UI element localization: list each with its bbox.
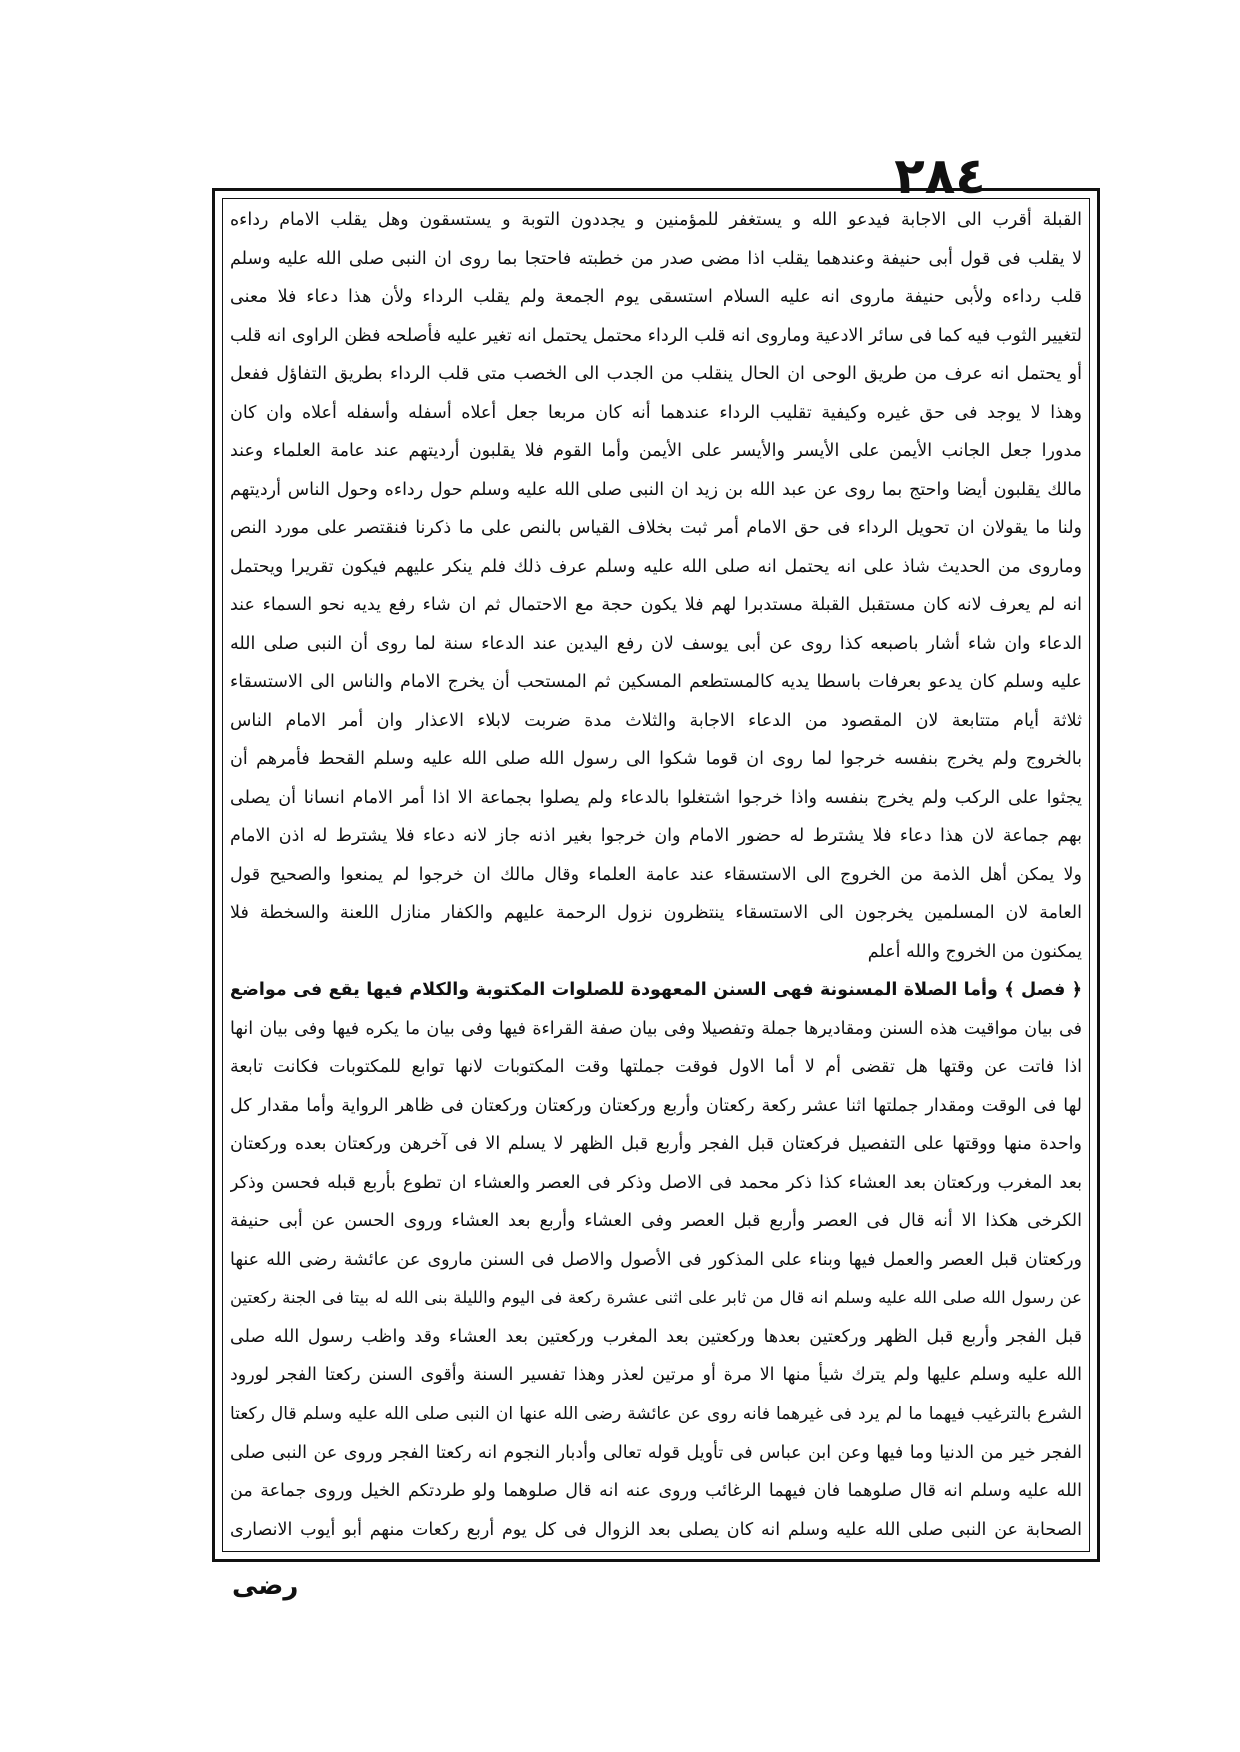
catchword: رضى xyxy=(232,1571,299,1601)
text-line: عن رسول الله صلى الله عليه وسلم انه قال من ثابر على اثنى عشرة ركعة فى اليوم والليلة بنى الله له بيتا فى الجنة ركعتين xyxy=(230,1288,1082,1308)
text-line: الكرخى هكذا الا أنه قال فى العصر وأربع قبل العصر وفى العشاء وأربع بعد العشاء وروى الحسن عن أبى حنيفة xyxy=(230,1211,1082,1232)
text-line: لها فى الوقت ومقدار جملتها اثنا عشر ركعة ركعتان وأربع وركعتان وركعتان وركعتان فى ظاهر الرواية وأما مقدار كل xyxy=(230,1095,1082,1116)
text-line: قبل الفجر وأربع قبل الظهر وركعتين بعدها وركعتين بعد المغرب وركعتين بعد العشاء وقد واظب رسول الله صلى xyxy=(230,1326,1082,1347)
text-line: اذا فاتت عن وقتها هل تقضى أم لا أما الاول فوقت جملتها وقت المكتوبات لانها توابع للمكتوبات فكانت تابعة xyxy=(230,1057,1082,1078)
text-line: يجثوا على الركب ولم يخرج بنفسه واذا خرجوا اشتغلوا بالدعاء ولم يصلوا بجماعة الا اذا أمر الامام انسانا أن يصلى xyxy=(230,787,1082,808)
text-line: وركعتان قبل العصر والعمل فيها وبناء على المذكور فى الأصول والاصل فى السنن ماروى عن عائشة رضى الله عنها xyxy=(230,1249,1082,1270)
text-line: الشرع بالترغيب فيهما ما لم يرد فى غيرهما فانه روى عن عائشة رضى الله عنها ان النبى صلى الله عليه وسلم قال ركعتا xyxy=(230,1403,1082,1424)
text-line: ثلاثة أيام متتابعة لان المقصود من الدعاء الاجابة والثلاث مدة ضربت لابلاء الاعذار وان أمر الامام الناس xyxy=(230,710,1082,731)
text-line: الله عليه وسلم انه قال صلوهما فان فيهما الرغائب وروى عنه انه قال صلوهما ولو طردتكم الخيل وروى جماعة من xyxy=(230,1481,1082,1502)
page-number: ٢٨٤ xyxy=(894,147,986,205)
text-line: لتغيير الثوب فيه كما فى سائر الادعية وماروى انه قلب الرداء محتمل يحتمل انه تغير عليه فأصلحه فظن الراوى انه قلب xyxy=(230,325,1082,346)
text-line: فى بيان مواقيت هذه السنن ومقاديرها جملة وتفصيلا وفى بيان صفة القراءة فيها وفى بيان ما يكره فيها وفى بيان انها xyxy=(230,1018,1082,1039)
text-line: الصحابة عن النبى صلى الله عليه وسلم انه كان يصلى بعد الزوال فى كل يوم أربع ركعات منهم أبو أيوب الانصارى xyxy=(230,1519,1082,1540)
text-line: الدعاء وان شاء أشار باصبعه كذا روى عن أبى يوسف لان رفع اليدين عند الدعاء سنة لما روى أن النبى صلى الله xyxy=(230,633,1082,654)
text-line: ولا يمكن أهل الذمة من الخروج الى الاستسقاء عند عامة العلماء وقال مالك ان خرجوا لم يمنعوا والصحيح قول xyxy=(230,864,1082,885)
text-line: لا يقلب فى قول أبى حنيفة وعندهما يقلب اذا مضى صدر من خطبته فاحتجا بما روى ان النبى صلى الله عليه وسلم xyxy=(230,248,1082,269)
text-line: بعد المغرب وركعتان بعد العشاء كذا ذكر محمد فى الاصل وذكر فى العصر والعشاء ان تطوع بأربع قبله فحسن وذكر xyxy=(230,1172,1082,1193)
text-line: الفجر خير من الدنيا وما فيها وعن ابن عباس فى تأويل قوله تعالى وأدبار النجوم انه ركعتا الفجر وروى عن النبى صلى xyxy=(230,1442,1082,1463)
text-body xyxy=(230,205,1082,1545)
text-line: بالخروج ولم يخرج بنفسه خرجوا لما روى ان قوما شكوا الى رسول الله صلى الله عليه وسلم القحط فأمرهم أن xyxy=(230,749,1082,770)
text-line: مدورا جعل الجانب الأيمن على الأيسر والأيسر على الأيمن وأما القوم فلا يقلبون أرديتهم عند عامة العلماء وعند xyxy=(230,441,1082,462)
text-line: واحدة منها ووقتها على التفصيل فركعتان قبل الفجر وأربع قبل الظهر لا يسلم الا فى آخرهن وركعتان بعده وركعتان xyxy=(230,1134,1082,1155)
text-line: ولنا ما يقولان ان تحويل الرداء فى حق الامام أمر ثبت بخلاف القياس بالنص على ما ذكرنا فنقتصر على مورد النص xyxy=(230,518,1082,539)
text-line: انه لم يعرف لانه كان مستقبل القبلة مستدبرا لهم فلا يكون حجة مع الاحتمال ثم ان شاء رفع يديه نحو السماء عند xyxy=(230,595,1082,616)
text-line: وهذا لا يوجد فى حق غيره وكيفية تقليب الرداء عندهما أنه كان مربعا جعل أعلاه أسفله وأسفله أعلاه وان كان xyxy=(230,402,1082,423)
text-line: قلب رداءه ولأبى حنيفة ماروى انه عليه السلام استسقى يوم الجمعة ولم يقلب الرداء ولأن هذا دعاء فلا معنى xyxy=(230,287,1082,308)
text-line: وماروى من الحديث شاذ على انه يحتمل انه صلى الله عليه وسلم عرف ذلك فلم ينكر عليهم فيكون تقريرا ويحتمل xyxy=(230,556,1082,577)
section-heading-line: ﴿ فصل ﴾ وأما الصلاة المسنونة فهى السنن المعهودة للصلوات المكتوبة والكلام فيها يقع فى مواضع xyxy=(230,980,1082,1001)
text-line: أو يحتمل انه عرف من طريق الوحى ان الحال ينقلب من الجدب الى الخصب متى قلب الرداء بطريق التفاؤل ففعل xyxy=(230,364,1082,385)
text-line: بهم جماعة لان هذا دعاء فلا يشترط له حضور الامام وان خرجوا بغير اذنه جاز لانه دعاء فلا يشترط له اذن الامام xyxy=(230,826,1082,847)
text-line: الله عليه وسلم عليها ولم يترك شيأ منها الا مرة أو مرتين لعذر وهذا تفسير السنة وأقوى السنن ركعتا الفجر لورود xyxy=(230,1365,1082,1386)
paragraph-end-line: يمكنون من الخروج والله أعلم xyxy=(867,941,1082,962)
text-line: القبلة أقرب الى الاجابة فيدعو الله و يستغفر للمؤمنين و يجددون التوبة و يستسقون وهل يقلب الامام رداءه xyxy=(230,210,1082,230)
text-line: عليه وسلم كان يدعو بعرفات باسطا يديه كالمستطعم المسكين ثم المستحب أن يخرج الامام والناس الى الاستسقاء xyxy=(230,672,1082,693)
text-line: مالك يقلبون أيضا واحتج بما روى عن عبد الله بن زيد ان النبى صلى الله عليه وسلم حول رداءه وحول الناس أرديتهم xyxy=(230,479,1082,500)
text-line: العامة لان المسلمين يخرجون الى الاستسقاء ينتظرون نزول الرحمة عليهم والكفار منازل اللعنة والسخطة فلا xyxy=(230,903,1082,924)
